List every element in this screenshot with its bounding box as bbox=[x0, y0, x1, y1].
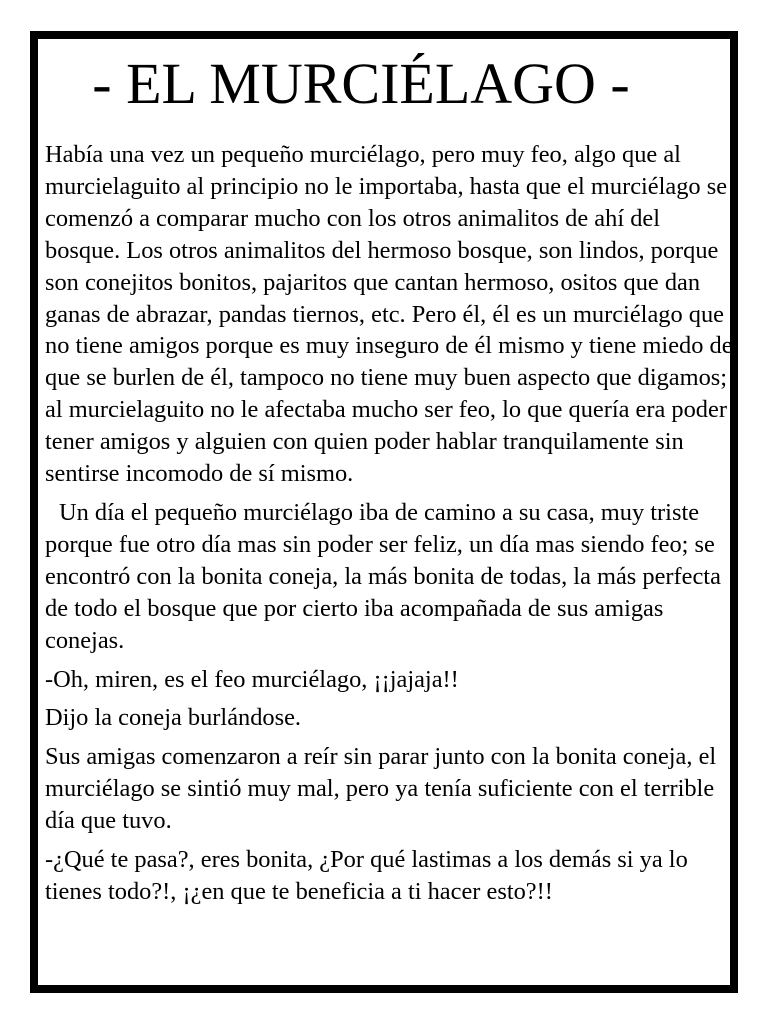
page-frame bbox=[30, 31, 738, 993]
story-paragraph: Había una vez un pequeño murciélago, pero muy feo, algo que al murcielaguito al principio no le importaba, hasta que el murciélago se comenzó a comparar mucho con los otros animalitos de ahí del bosque. Los otros animalitos del hermoso bosque, son lindos, porque son conejitos bonitos, pajaritos que cantan hermoso, ositos que dan ganas de abrazar, pandas tiernos, etc. Pero él, él es un murciélago que no tiene amigos porque es muy inseguro de él mismo y tiene miedo de que se burlen de él, tampoco no tiene muy buen aspecto que digamos; al murcielaguito no le afectaba mucho ser feo, lo que quería era poder tener amigos y alguien con quien poder hablar tranquilamente sin sentirse incomodo de sí mismo. bbox=[45, 141, 733, 488]
story-paragraph: Un día el pequeño murciélago iba de camino a su casa, muy triste porque fue otro día mas sin poder ser feliz, un día mas siendo feo; se encontró con la bonita coneja, la más bonita de todas, la más perfecta de todo el bosque que por cierto iba acompañada de sus amigas conejas. bbox=[45, 498, 721, 654]
story-body bbox=[45, 139, 737, 915]
story-title: - EL MURCIÉLAGO - bbox=[92, 51, 630, 116]
story-dialogue: -¿Qué te pasa?, eres bonita, ¿Por qué lastimas a los demás si ya lo tienes todo?!, ¡¿en que te beneficia a ti hacer esto?!! bbox=[45, 846, 688, 905]
story-dialogue: -Oh, miren, es el feo murciélago, ¡¡jajaja!! bbox=[45, 665, 459, 693]
story-paragraph: Dijo la coneja burlándose. bbox=[45, 704, 302, 732]
story-paragraph: Sus amigas comenzaron a reír sin parar junto con la bonita coneja, el murciélago se sintió muy mal, pero ya tenía suficiente con el terrible día que tuvo. bbox=[45, 743, 717, 835]
